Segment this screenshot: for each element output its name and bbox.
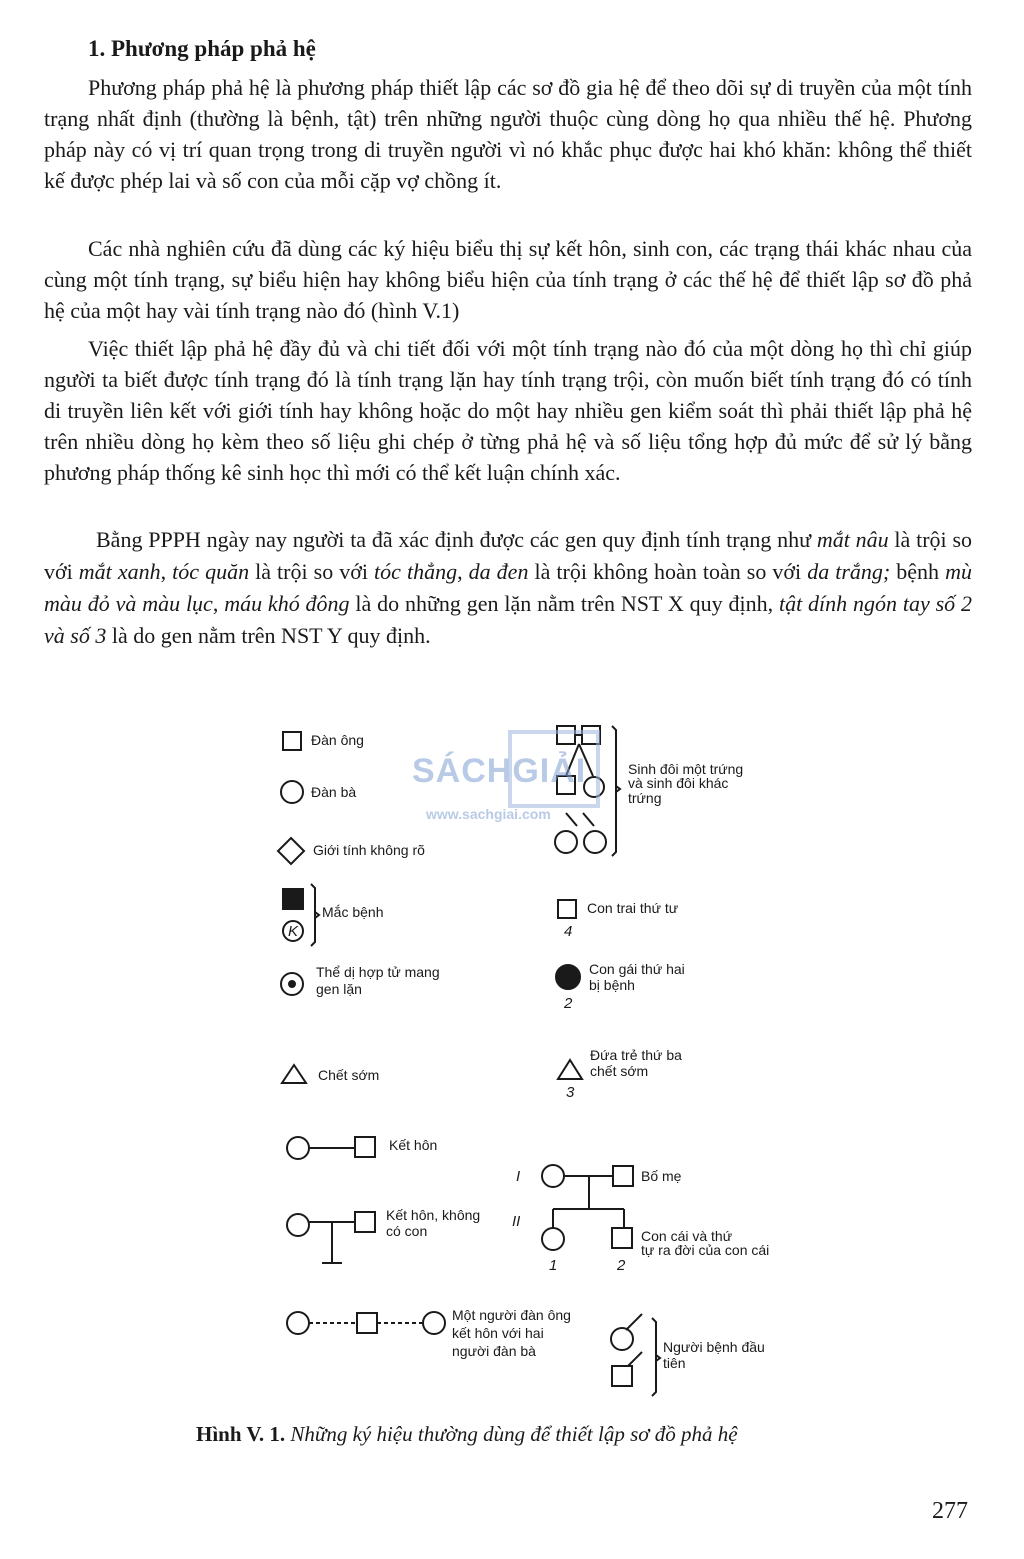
p4-text-4: là trội so với [249,559,375,584]
label-unknown-sex: Giới tính không rõ [313,842,425,858]
label-twins-2: và sinh đôi khác [628,775,729,791]
p4-text-3: , [160,559,173,584]
child-2-son-icon [612,1228,632,1248]
p4-text-1: Bằng PPPH ngày nay người ta đã xác định được các gen quy định tính trạng như [96,527,817,552]
proband-arrow-1 [626,1314,642,1330]
label-second-daughter-1: Con gái thứ hai [589,961,685,977]
twin-circle-3-icon [584,831,606,853]
two-wives-female-2-icon [423,1312,445,1334]
label-third-child-1: Đứa trẻ thứ ba [590,1047,682,1063]
label-female: Đàn bà [311,784,357,800]
p4-text-7: bệnh [890,559,946,584]
p4-text-5: , [457,559,469,584]
p4-italic-2: mắt xanh [78,559,161,584]
proband-circle-icon [611,1328,633,1350]
fourth-son-square-icon [558,900,576,918]
affected-square-icon [283,889,303,909]
section-heading: 1. Phương pháp phả hệ [88,36,316,61]
label-twins-3: trứng [628,790,662,806]
generation-II-label: II [512,1213,521,1230]
second-daughter-filled-circle-icon [556,965,580,989]
early-death-triangle-icon [282,1065,306,1083]
p4-text-6: là trội không hoàn toàn so với [528,559,808,584]
p4-text-10: là do gen nằm trên NST Y quy định. [106,623,431,648]
affected-letter-k: K [288,923,299,940]
label-carrier-2: gen lặn [316,981,362,997]
third-child-number: 3 [566,1084,575,1101]
third-child-triangle-icon [558,1060,582,1079]
p4-italic-8: máu khó đông [224,591,350,616]
figure-caption [196,1422,738,1447]
label-carrier-1: Thể dị hợp tử mang [316,964,440,980]
child-1-daughter-icon [542,1228,564,1250]
label-parents: Bố mẹ [641,1168,682,1184]
label-third-child-2: chết sớm [590,1063,649,1079]
generation-I-label: I [516,1168,521,1185]
page-number: 277 [932,1498,968,1524]
label-male: Đàn ông [311,732,364,748]
p4-italic-4: tóc thẳng [374,559,458,584]
affected-bracket [311,884,315,946]
child-1-number: 1 [549,1257,558,1274]
fourth-son-number: 4 [564,923,573,940]
watermark [408,730,618,830]
paragraph-2 [44,233,972,326]
label-proband-2: tiên [663,1355,686,1371]
label-no-child-1: Kết hôn, không [386,1207,481,1223]
label-children-2: tự ra đời của con cái [641,1242,770,1258]
label-second-daughter-2: bị bệnh [589,977,635,993]
marriage-male-icon [355,1137,375,1157]
male-square-icon [283,732,301,750]
no-child-male-icon [355,1212,375,1232]
p4-italic-6: da trắng; [807,559,891,584]
p4-text-2: là trội so với [44,527,973,584]
two-wives-male-icon [357,1313,377,1333]
label-twins-1: Sinh đôi một trứng [628,761,744,777]
label-two-wives-1: Một người đàn ông [452,1307,571,1323]
parent-mother-icon [542,1165,564,1187]
label-fourth-son: Con trai thứ tư [587,900,679,916]
twin-circle-2-icon [555,831,577,853]
two-wives-female-1-icon [287,1312,309,1334]
p4-italic-3: tóc quăn [172,559,250,584]
paragraph-4 [44,524,972,652]
label-children-1: Con cái và thứ [641,1228,733,1244]
watermark-brand: SÁCHGIẢI [412,752,587,790]
paragraph-3-text: Việc thiết lập phả hệ đầy đủ và chi tiết đối với một tính trạng nào đó của một dòng họ thì chỉ giúp người ta biết được tính trạng đó là tính trạng lặn hay tính trạng trội, còn muốn biết tính trạng đó có tính di truyền liên kết với giới tính hay không hoặc do một hay nhiều gen kiểm soát thì phải thiết lập phả hệ trên nhiều dòng họ kèm theo số liệu ghi chép ở từng phả hệ và số liệu tổng hợp đủ mức để sử lý bằng phương pháp thống kê sinh học thì mới có thể kết luận chính xác. [44,336,972,485]
p4-text-8: , [212,591,225,616]
proband-bracket [652,1318,656,1396]
caption-text: Những ký hiệu thường dùng để thiết lập sơ đồ phả hệ [290,1422,738,1446]
label-two-wives-3: người đàn bà [452,1343,536,1359]
label-early-death: Chết sớm [318,1067,380,1083]
paragraph-2-text: Các nhà nghiên cứu đã dùng các ký hiệu biểu thị sự kết hôn, sinh con, các trạng thái khác nhau của cùng một tính trạng, sự biểu hiện hay không biểu hiện của tính trạng ở các thế hệ để thiết lập sơ đồ phả hệ của một hay vài tính trạng nào đó (hình V.1) [44,236,972,323]
child-2-number: 2 [617,1257,626,1274]
unknown-sex-diamond-icon [278,838,304,864]
paragraph-1 [44,72,972,196]
label-two-wives-2: kết hôn với hai [452,1325,544,1341]
label-affected: Mắc bệnh [322,904,384,920]
caption-label: Hình V. 1. [196,1422,286,1446]
paragraph-3 [44,333,972,488]
marriage-female-icon [287,1137,309,1159]
female-circle-icon [281,781,303,803]
no-child-female-icon [287,1214,309,1236]
proband-square-icon [612,1366,632,1386]
p4-italic-9: tật dính ngón tay số 2 và số 3 [44,591,973,648]
watermark-url: www.sachgiai.com [426,806,551,822]
label-marriage: Kết hôn [389,1137,438,1153]
label-no-child-2: có con [386,1223,428,1239]
paragraph-1-text: Phương pháp phả hệ là phương pháp thiết lập các sơ đồ gia hệ để theo dõi sự di truyền của một tính trạng nhất định (thường là bệnh, tật) trên những người thuộc cùng dòng họ qua nhiều thế hệ. Phương pháp này có vị trí quan trọng trong di truyền người vì nó khắc phục được hai khó khăn: không thể thiết kế được phép lai và số con của mỗi cặp vợ chồng ít. [44,75,972,193]
parent-father-icon [613,1166,633,1186]
label-proband-1: Người bệnh đầu [663,1339,765,1355]
carrier-dot-icon [289,981,295,987]
p4-italic-7: mù màu đỏ và màu lục [44,559,972,616]
p4-text-9: là do những gen lặn nằm trên NST X quy định, [349,591,779,616]
p4-italic-5: da đen [468,559,529,584]
proband-arrow-2 [628,1352,642,1366]
p4-italic-1: mắt nâu [816,527,889,552]
second-daughter-number: 2 [564,995,573,1012]
paragraph-4-text [44,524,972,652]
